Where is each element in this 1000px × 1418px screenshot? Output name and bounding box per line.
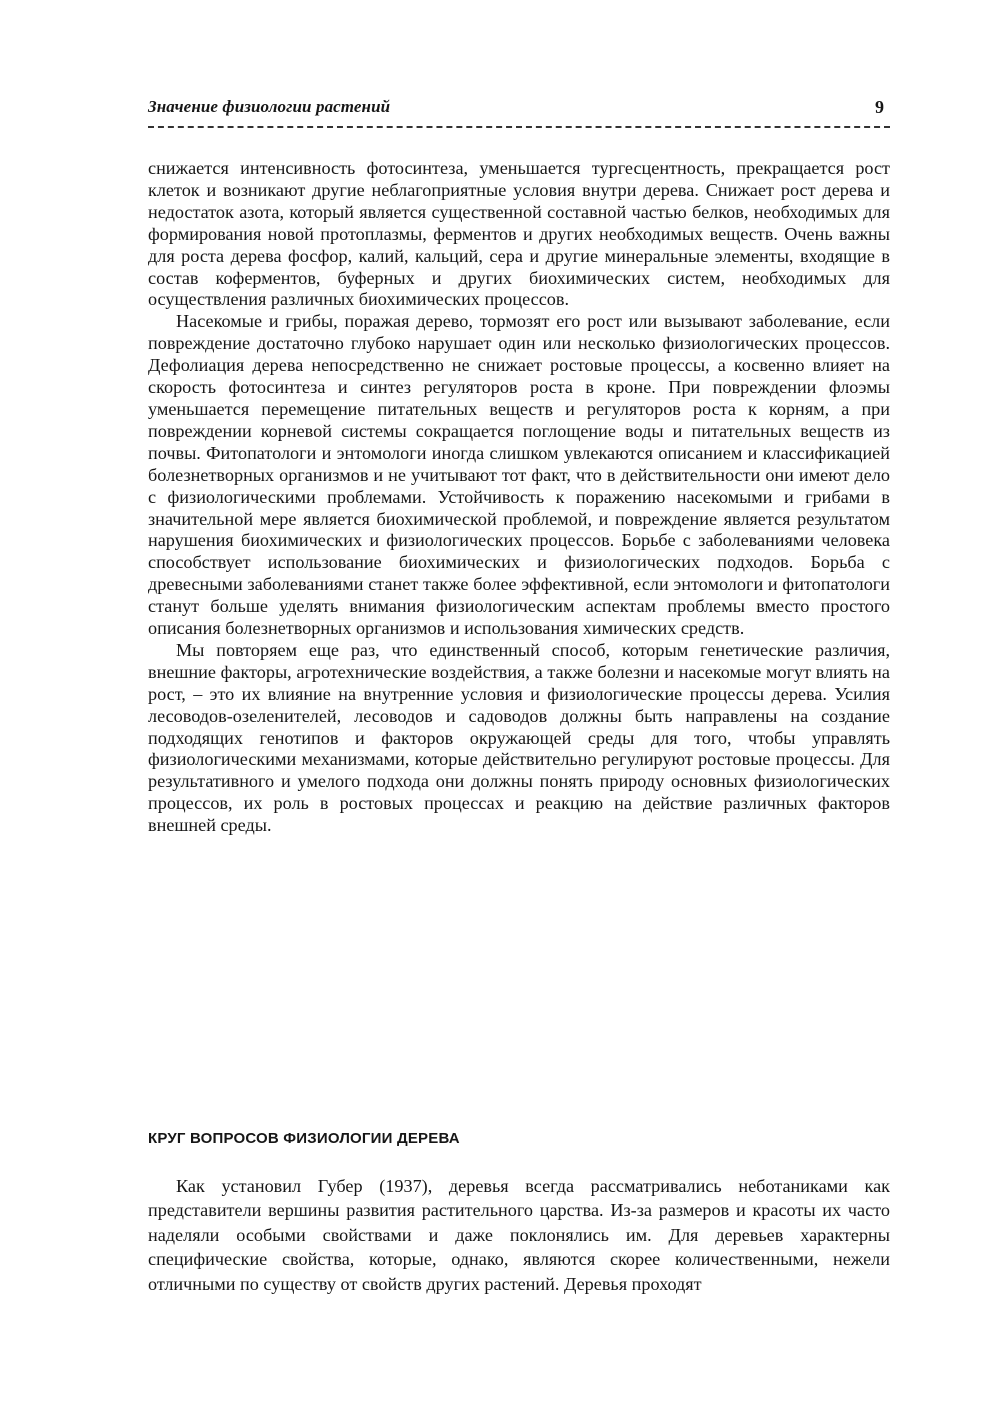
paragraph: Насекомые и грибы, поражая дерево, тормозят его рост или вызывают заболевание, если повреждение достаточно глубоко нарушает один или несколько физиологических процессов. Дефолиация дерева непосредственно не снижает ростовые процессы, а косвенно влияет на скорость фотосинтеза и синтез регуляторов роста в кроне. При повреждении флоэмы уменьшается перемещение питательных веществ и регуляторов роста к корням, а при повреждении корневой системы сокращается поглощение воды и питательных веществ из почвы. Фитопатологи и энтомологи иногда слишком увлекаются описанием и классификацией болезнетворных организмов и не учитывают тот факт, что в действительности они имеют дело с физиологическими проблемами. Устойчивость к поражению насекомыми и грибами в значительной мере является биохимической проблемой, и повреждение является результатом нарушения биохимических и физиологических процессов. Борьбе с заболеваниями человека способствует использование биохимических и физиологических подходов. Борьба с древесными заболеваниями станет также более эффективной, если энтомологи и фитопатологи станут больше уделять внимания физиологическим аспектам проблемы вместо простого описания болезнетворных организмов и использования химических средств. bbox=[148, 311, 890, 639]
section-text bbox=[148, 1174, 890, 1296]
section-heading: КРУГ ВОПРОСОВ ФИЗИОЛОГИИ ДЕРЕВА bbox=[148, 1130, 460, 1147]
running-title: Значение физиологии растений bbox=[148, 97, 391, 116]
paragraph: Как установил Губер (1937), деревья всегда рассматривались неботаниками как представители вершины развития растительного царства. Из-за размеров и красоты их часто наделяли особыми свойствами и даже поклонялись им. Для деревьев характерны специфические свойства, которые, однако, являются скорее количественными, нежели отличными по существу от свойств других растений. Деревья проходят bbox=[148, 1176, 890, 1294]
page-number: 9 bbox=[875, 97, 884, 117]
body-text bbox=[148, 158, 890, 837]
running-header bbox=[148, 96, 890, 118]
header-rule bbox=[148, 126, 890, 128]
paragraph: снижается интенсивность фотосинтеза, уменьшается тургесцентность, прекращается рост клеток и возникают другие неблагоприятные условия внутри дерева. Снижает рост дерева и недостаток азота, который является существенной составной частью белков, необходимых для формирования новой протоплазмы, ферментов и других необходимых веществ. Очень важны для роста дерева фосфор, калий, кальций, сера и другие минеральные элементы, входящие в состав коферментов, буферных и других биохимических систем, необходимых для осуществления различных биохимических процессов. bbox=[148, 158, 890, 310]
paragraph: Мы повторяем еще раз, что единственный способ, которым генетические различия, внешние факторы, агротехнические воздействия, а также болезни и насекомые могут влиять на рост, – это их влияние на внутренние условия и физиологические процессы дерева. Усилия лесоводов-озеленителей, лесоводов и садоводов должны быть направлены на создание подходящих генотипов и факторов окружающей среды для того, чтобы управлять физиологическими механизмами, которые действительно регулируют ростовые процессы. Для результативного и умелого подхода они должны понять природу основных физиологических процессов, их роль в ростовых процессах и реакцию на действие различных факторов внешней среды. bbox=[148, 639, 890, 836]
